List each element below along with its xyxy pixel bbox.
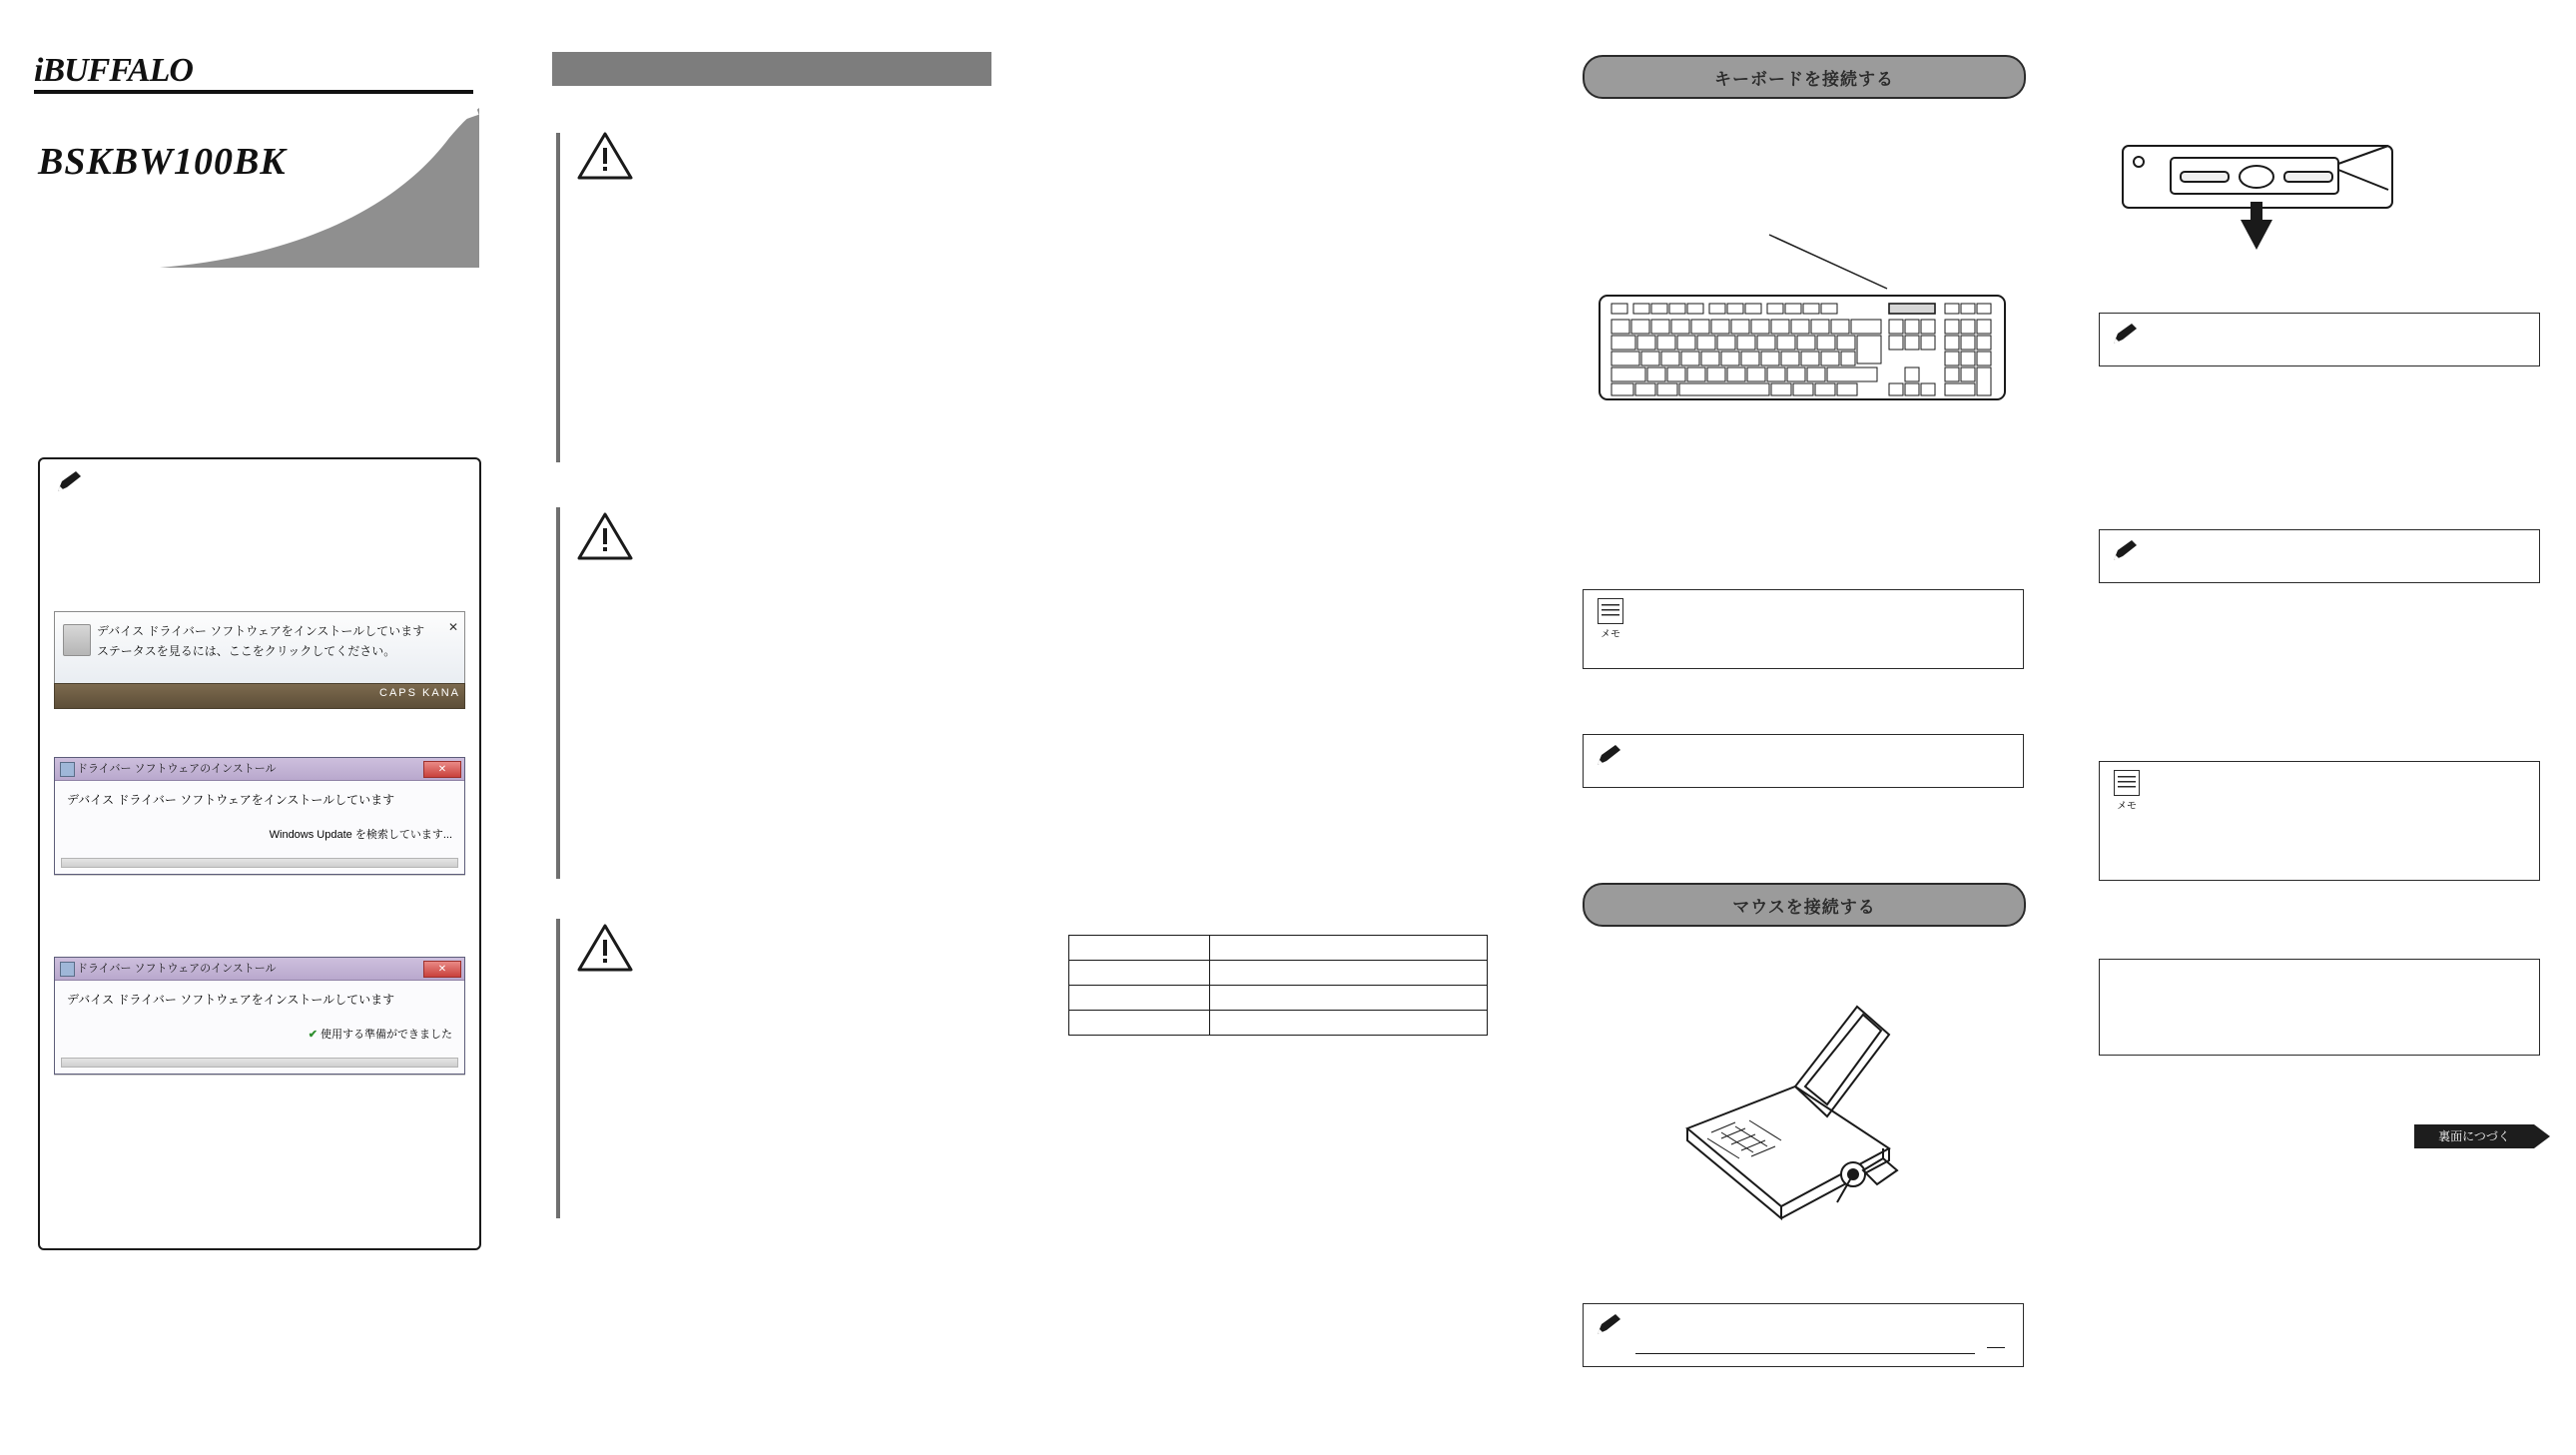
warning-triangle-icon <box>577 923 633 978</box>
callout-leader-line <box>1767 233 1907 293</box>
memo-label: メモ <box>2117 801 2137 812</box>
check-icon: ✔ <box>308 1029 318 1041</box>
dialog-line2 <box>67 1026 452 1042</box>
spec-table <box>1068 935 1488 1036</box>
device-icon <box>63 624 91 656</box>
balloon-line2: ステータスを見るには、ここをクリックしてください。 <box>97 644 396 658</box>
close-icon: ✕ <box>423 761 461 778</box>
keyboard-illustration <box>1598 290 2007 409</box>
close-icon: ✕ <box>447 620 458 634</box>
left-note-box <box>38 457 481 1250</box>
step-2-banner <box>1583 883 2026 927</box>
progress-bar <box>61 858 458 868</box>
dialog-title: ドライバー ソフトウェアのインストール <box>77 963 277 975</box>
dialog-line2: Windows Update を検索しています... <box>269 829 452 841</box>
spec-key <box>1069 1011 1210 1036</box>
step-1-label: キーボードを接続する <box>1714 70 1894 89</box>
pen-icon <box>1594 1312 1623 1343</box>
screenshot-taskbar <box>54 683 465 709</box>
step-2-label: マウスを接続する <box>1732 898 1876 917</box>
dialog-line2-text: 使用する準備ができました <box>321 1029 452 1041</box>
dialog-body <box>55 781 464 850</box>
screenshot-driver-balloon <box>54 611 465 685</box>
decorative-swoosh <box>160 108 479 268</box>
pen-icon <box>54 469 84 500</box>
progress-bar <box>61 1058 458 1068</box>
memo-label: メモ <box>1601 629 1620 640</box>
pen-box-3 <box>2099 529 2540 583</box>
spec-key <box>1069 936 1210 961</box>
chevron-right-icon <box>2534 1124 2550 1148</box>
screenshot-dialog-complete <box>54 957 465 1075</box>
pen-box-1 <box>1583 734 2024 788</box>
continue-tab: 裏面につづく <box>2414 1124 2534 1148</box>
spec-value <box>1210 1011 1488 1036</box>
section-header-bar <box>552 52 991 86</box>
dash-mark <box>1987 1347 2005 1348</box>
dialog-title-bar <box>55 958 464 981</box>
step-1-banner <box>1583 55 2026 99</box>
spec-key <box>1069 986 1210 1011</box>
memo-icon <box>1594 598 1627 640</box>
dialog-line1: デバイス ドライバー ソフトウェアをインストールしています <box>67 993 395 1007</box>
switch-illustration <box>2117 140 2416 255</box>
spec-value <box>1210 936 1488 961</box>
close-icon: ✕ <box>423 961 461 978</box>
pen-icon <box>2110 322 2140 353</box>
brand-logo: iBUFFALO <box>34 52 193 89</box>
pen-box-bottom <box>1583 1303 2024 1367</box>
balloon-line1: デバイス ドライバー ソフトウェアをインストールしています <box>97 624 425 638</box>
dialog-title-bar <box>55 758 464 781</box>
memo-box-1 <box>1583 589 2024 669</box>
table-row <box>1069 936 1488 961</box>
warning-rule-3 <box>556 919 560 1218</box>
spec-key <box>1069 961 1210 986</box>
table-row <box>1069 961 1488 986</box>
warning-rule-2 <box>556 507 560 879</box>
dialog-icon <box>60 962 75 977</box>
plain-note-box <box>2099 959 2540 1056</box>
spec-value <box>1210 986 1488 1011</box>
dialog-line1: デバイス ドライバー ソフトウェアをインストールしています <box>67 793 395 807</box>
spec-value <box>1210 961 1488 986</box>
warning-triangle-icon <box>577 511 633 566</box>
pen-icon <box>2110 538 2140 569</box>
table-row <box>1069 1011 1488 1036</box>
brand-underline <box>34 90 473 94</box>
laptop-usb-illustration <box>1677 999 1937 1268</box>
warning-rule-1 <box>556 133 560 462</box>
pen-icon <box>1594 743 1623 774</box>
underline-rule <box>1635 1353 1975 1354</box>
dialog-body <box>55 981 464 1050</box>
screenshot-dialog-installing <box>54 757 465 875</box>
model-name: BSKBW100BK <box>38 141 287 183</box>
taskbar-tray: CAPS KANA <box>379 687 460 699</box>
pen-box-2 <box>2099 313 2540 366</box>
memo-icon <box>2110 770 2144 812</box>
table-row <box>1069 986 1488 1011</box>
dialog-icon <box>60 762 75 777</box>
warning-triangle-icon <box>577 131 633 186</box>
dialog-title: ドライバー ソフトウェアのインストール <box>77 763 277 775</box>
memo-box-2 <box>2099 761 2540 881</box>
